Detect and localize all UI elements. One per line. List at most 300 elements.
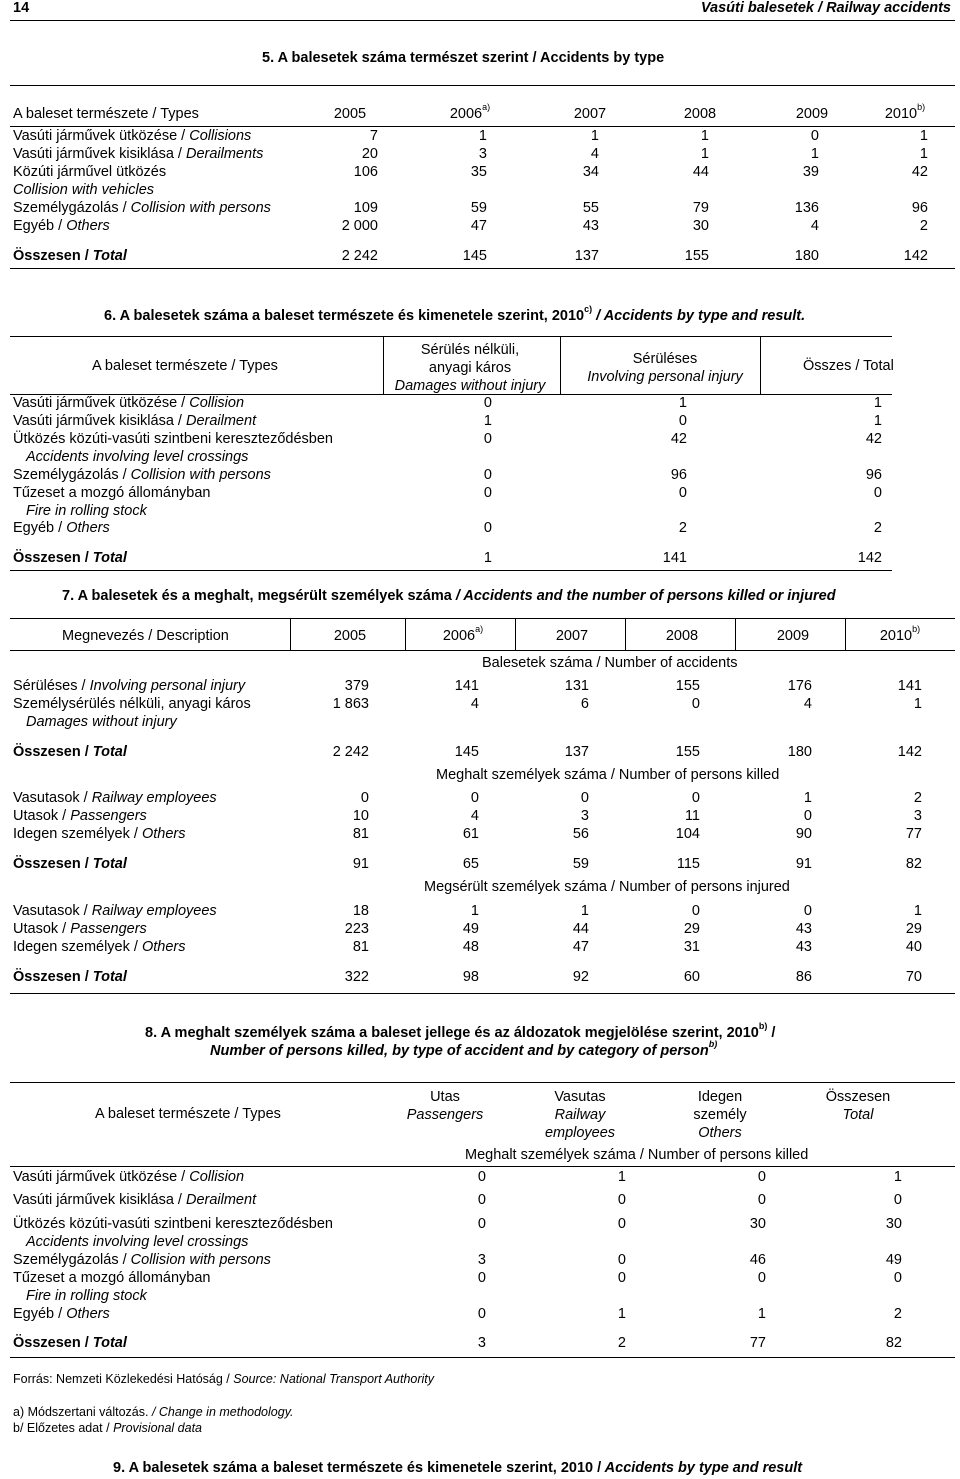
t7-cell: 1 [913,696,922,712]
row-label-en: Railway employees [91,903,217,919]
row-label-en: Railway employees [91,790,217,806]
row-label-en: Others [141,826,186,842]
t5-cell: 1 [700,128,709,144]
t7-total-cell: 65 [462,856,479,872]
t5-total-cell: 180 [794,248,819,264]
row-label-en: Accidents involving level crossings [26,1234,249,1250]
t7-total-cell: 98 [462,969,479,985]
t7-cell: 141 [897,678,922,694]
row-label [13,1252,271,1268]
row-label-hu: Vasúti járművek kisiklása / [13,413,186,429]
note-sup: a) [475,624,484,634]
year-label: 2005 [333,628,367,644]
year-label: 2010 [879,628,913,644]
total-hu: Összesen / [13,744,93,760]
t8-col-passengers: Utas Passengers [406,1089,484,1123]
t7-total-cell: 180 [787,744,812,760]
footnote-a: a) Módszertani változás. / Change in methodology. [13,1405,294,1419]
t7-cell: 40 [905,939,922,955]
t6-col-types: A baleset természete / Types [92,358,278,374]
year-label: 2006 [449,106,483,122]
row-label [13,200,271,216]
t5-top-rule [10,85,955,86]
row-label-hu: Vasutasok / [13,903,92,919]
row-label-en: Collisions [189,128,252,144]
row-label [13,678,245,694]
t5-total-cell: 155 [684,248,709,264]
t8-cell: 0 [617,1252,626,1268]
t8-cell: 0 [477,1306,486,1322]
row-label-en: Fire in rolling stock [26,503,147,519]
row-label-en: Total [92,248,127,264]
t8-cell: 0 [477,1270,486,1286]
t7-cell: 48 [462,939,479,955]
t7-cell: 90 [795,826,812,842]
total-en: Total [92,856,127,872]
t7-section-title-text: Megsérült személyek száma / Number of persons injured [424,879,790,895]
row-label [13,921,147,937]
t6-cell: 0 [678,413,687,429]
row-label [13,790,217,806]
t6-total-cell: 142 [857,550,882,566]
t7-total-cell: 2 242 [332,744,369,760]
t6-col2-header: Sérüléses Involving personal injury [587,351,743,385]
t7-cell: 104 [675,826,700,842]
t6-cell: 42 [865,431,882,447]
row-label-en: Collision with vehicles [13,182,155,198]
t7-title: 7. A balesetek és a meghalt, megsérült személyek száma / Accidents and the number of persons killed or injured [62,588,836,604]
page-number: 14 [13,0,30,16]
row-label-hu: Vasúti járművek kisiklása / [13,146,186,162]
t7-cell: 0 [803,808,812,824]
t6-cell: 0 [483,431,492,447]
t7-cell: 81 [352,826,369,842]
t7-cell: 0 [803,903,812,919]
t8-cell: 3 [477,1252,486,1268]
t7-cell: 43 [795,921,812,937]
t5-cell: 2 [919,218,928,234]
t7-section-title [0,767,960,783]
t6-cell: 42 [670,431,687,447]
row-label [13,431,333,447]
t5-cell: 35 [470,164,487,180]
row-label-hu: Utasok / [13,921,71,937]
t6-cell: 1 [873,395,882,411]
row-label-hu: Utasok / [13,808,71,824]
t8-bottom-rule [10,1357,955,1358]
t5-cell: 96 [911,200,928,216]
t5-cell: 1 [810,146,819,162]
t8-total-cell: 82 [885,1335,902,1351]
row-label-en: Involving personal injury [89,678,246,694]
row-label [13,903,217,919]
row-label [13,128,251,144]
t5-cell: 1 [919,146,928,162]
row-label-en: Others [66,1306,110,1322]
t8-cell: 1 [617,1306,626,1322]
t7-cell: 176 [787,678,812,694]
row-label-hu: Idegen személyek / [13,939,142,955]
t7-cell: 10 [352,808,369,824]
t7-total-cell: 86 [795,969,812,985]
t7-year [642,628,722,644]
t7-cell: 0 [691,790,700,806]
year-label: 2005 [333,106,367,122]
t7-year [532,628,612,644]
total-en: Total [92,744,127,760]
row-label [13,1306,110,1322]
t6-cell: 0 [483,520,492,536]
t5-total-cell: 145 [462,248,487,264]
t8-col-total: Összesen Total [825,1089,891,1123]
t7-cell: 0 [360,790,369,806]
t8-cell: 1 [617,1169,626,1185]
t7-total-label [13,969,127,985]
year-label: 2009 [776,628,810,644]
row-label-en: Others [66,218,110,234]
t6-cell: 0 [483,467,492,483]
t5-year [660,106,740,122]
t7-cell: 29 [905,921,922,937]
t5-total-cell: 142 [903,248,928,264]
t8-cell: 1 [757,1306,766,1322]
t5-cell: 7 [369,128,378,144]
row-label [13,1169,244,1185]
t5-cell: 1 [700,146,709,162]
t7-year [423,624,503,644]
year-label: 2008 [665,628,699,644]
note-sup: b) [912,624,921,634]
t7-cell: 2 [913,790,922,806]
t6-total-cell: 141 [662,550,687,566]
row-label-en: Collision [189,1169,245,1185]
row-label-hu: Személysérülés nélküli, anyagi káros [13,696,251,712]
running-title: Vasúti balesetek / Railway accidents [700,0,951,16]
row-label-en: Collision [189,395,245,411]
t7-cell: 81 [352,939,369,955]
t7-cell: 141 [454,678,479,694]
t5-total-cell: 137 [574,248,599,264]
t7-header-sep [735,618,736,650]
source-note: Forrás: Nemzeti Közlekedési Hatóság / Source: National Transport Authority [13,1372,435,1386]
row-label-en: Others [141,939,186,955]
t7-header-sep [290,618,291,650]
t5-cell: 4 [590,146,599,162]
row-label [13,1270,210,1286]
row-label [13,1216,333,1232]
t7-cell: 1 [803,790,812,806]
t5-total-cell: 2 242 [341,248,378,264]
t7-total-cell: 70 [905,969,922,985]
row-label-hu: Tűzeset a mozgó állományban [13,485,211,501]
row-label-en: Collision with persons [130,467,271,483]
t6-cell: 96 [865,467,882,483]
row-label-en: Passengers [70,808,147,824]
t5-cell: 42 [911,164,928,180]
t6-cell: 1 [678,395,687,411]
row-label [26,449,248,465]
t8-subheader: Meghalt személyek száma / Number of persons killed [465,1147,809,1163]
row-label-hu: Összesen / [13,1335,93,1351]
t8-col-others: Idegen személy Others [693,1089,747,1141]
total-hu: Összesen / [13,969,93,985]
row-label [13,696,251,712]
t7-cell: 18 [352,903,369,919]
row-label [13,826,185,842]
row-label-hu: Személygázolás / [13,200,131,216]
t6-cell: 2 [678,520,687,536]
t5-cell: 1 [590,128,599,144]
t5-cell: 0 [810,128,819,144]
row-label-en: Collision with persons [130,200,271,216]
t6-bottom-rule [10,570,892,571]
t7-bottom-rule [10,993,955,994]
row-label [13,550,127,566]
row-label [13,218,110,234]
year-label: 2010 [884,106,918,122]
t7-section-title [0,879,960,895]
t5-cell: 109 [353,200,378,216]
row-label-hu: Vasúti járművek kisiklása / [13,1192,186,1208]
t7-cell: 1 [913,903,922,919]
row-label [26,714,177,730]
t8-title-line1: 8. A meghalt személyek száma a baleset jellege és az áldozatok megjelölése szerint, 2010$^{b)}$ / [145,1021,776,1041]
row-label-hu: Idegen személyek / [13,826,142,842]
t7-header-sep [625,618,626,650]
t7-cell: 44 [572,921,589,937]
t8-col-employees: Vasutas Railway employees [544,1089,616,1141]
t7-section-title-text: Balesetek száma / Number of accidents [482,655,738,671]
t7-cell: 1 863 [332,696,369,712]
row-label [13,808,147,824]
row-label [13,164,166,180]
row-label [13,467,271,483]
t7-total-cell: 145 [454,744,479,760]
t5-year [310,106,390,122]
t5-cell: 2 000 [341,218,378,234]
row-label [13,413,256,429]
t8-cell: 0 [893,1192,902,1208]
t6-cell: 1 [483,413,492,429]
t8-head-rule [10,1166,955,1167]
row-label [26,503,147,519]
row-label-hu: Vasutasok / [13,790,92,806]
t6-col3-header: Összes / Total [803,358,894,374]
t7-cell: 11 [684,808,700,824]
t7-total-cell: 59 [572,856,589,872]
t7-total-cell: 92 [572,969,589,985]
row-label-hu: Egyéb / [13,218,67,234]
header-rule [10,20,955,21]
t8-total-cell: 2 [617,1335,626,1351]
t7-cell: 4 [470,696,479,712]
t8-cell: 0 [617,1216,626,1232]
t5-cell: 47 [470,218,487,234]
t8-cell: 2 [893,1306,902,1322]
t8-cell: 0 [617,1270,626,1286]
t5-cell: 30 [692,218,709,234]
t7-cell: 49 [462,921,479,937]
t7-cell: 61 [462,826,479,842]
t7-total-cell: 60 [683,969,700,985]
t5-cell: 3 [478,146,487,162]
t7-head-rule [10,650,955,651]
t7-cell: 4 [470,808,479,824]
t5-head-rule [10,126,955,127]
t7-total-cell: 91 [352,856,369,872]
t5-cell: 4 [810,218,819,234]
t7-total-cell: 137 [564,744,589,760]
t5-bottom-rule [10,268,955,269]
t8-cell: 0 [477,1216,486,1232]
t7-cell: 1 [580,903,589,919]
t6-vline1 [383,336,384,394]
t7-total-cell: 91 [795,856,812,872]
t7-total-label [13,744,127,760]
t7-cell: 6 [580,696,589,712]
row-label-hu: Vasúti járművek ütközése / [13,395,190,411]
t6-cell: 1 [873,413,882,429]
t7-cell: 56 [572,826,589,842]
t8-cell: 0 [477,1192,486,1208]
t7-total-cell: 155 [675,744,700,760]
t8-total-cell: 3 [477,1335,486,1351]
t7-header-sep [845,618,846,650]
row-label [13,146,263,162]
t6-cell: 2 [873,520,882,536]
t8-cell: 0 [477,1169,486,1185]
total-hu: Összesen / [13,856,93,872]
t5-cell: 39 [802,164,819,180]
t7-section-title [0,655,960,671]
t5-cell: 1 [919,128,928,144]
row-label-en: Accidents involving level crossings [26,449,249,465]
row-label [26,1288,147,1304]
t9-title: 9. A balesetek száma a baleset természete és kimenetele szerint, 2010 / Accidents by type and result [113,1460,803,1476]
t6-col1-header: Sérülés nélküli, anyagi káros Damages without injury [394,342,546,394]
row-label-hu: Ütközés közúti-vasúti szintbeni kereszteződésben [13,431,333,447]
row-label-en: Collision with persons [130,1252,271,1268]
row-label-hu: Egyéb / [13,520,67,536]
t6-vline3 [760,336,761,394]
t8-total-cell: 77 [749,1335,766,1351]
t7-cell: 131 [564,678,589,694]
t5-cell: 55 [582,200,599,216]
row-label-en: Damages without injury [26,714,177,730]
t7-cell: 0 [691,903,700,919]
t8-cell: 0 [893,1270,902,1286]
row-label-en: Derailment [185,1192,257,1208]
t5-year [865,102,945,122]
t5-cell: 106 [353,164,378,180]
t5-col-label: A baleset természete / Types [13,106,199,122]
t6-cell: 96 [670,467,687,483]
row-label-en: Passengers [70,921,147,937]
row-label-hu: Tűzeset a mozgó állományban [13,1270,211,1286]
t6-cell: 0 [483,395,492,411]
row-label [13,1335,127,1351]
t7-cell: 1 [470,903,479,919]
t8-top-rule [10,1082,955,1083]
row-label [13,939,185,955]
t7-cell: 155 [675,678,700,694]
t7-header-sep [515,618,516,650]
t7-cell: 3 [580,808,589,824]
note-sup: a) [482,102,491,112]
t5-cell: 34 [582,164,599,180]
t5-year [430,102,510,122]
t6-title: 6. A balesetek száma a baleset természete és kimenetele szerint, 2010$^{c)}$ / Accidents by type and result. [104,304,806,324]
note-sup: b) [917,102,926,112]
t8-cell: 0 [617,1192,626,1208]
t7-cell: 47 [572,939,589,955]
t8-title-line2: Number of persons killed, by type of accident and by category of person$^{b)}$ [210,1039,718,1059]
t5-year [772,106,852,122]
row-label-hu: Vasúti járművek ütközése / [13,1169,190,1185]
t7-top-rule [10,618,955,619]
t5-title: 5. A balesetek száma természet szerint / Accidents by type [262,50,665,66]
t6-cell: 0 [678,485,687,501]
row-label-en: Derailment [185,413,257,429]
row-label [26,1234,248,1250]
year-label: 2007 [573,106,607,122]
row-label-en: Total [92,550,127,566]
t5-cell: 1 [478,128,487,144]
t7-total-label [13,856,127,872]
row-label [13,1192,256,1208]
t5-year [550,106,630,122]
t7-cell: 379 [344,678,369,694]
t6-vline2 [560,336,561,394]
t7-section-title-text: Meghalt személyek száma / Number of persons killed [436,767,780,783]
row-label-en: Fire in rolling stock [26,1288,147,1304]
t7-total-cell: 115 [676,856,700,872]
t6-total-cell: 1 [483,550,492,566]
t8-cell: 0 [757,1270,766,1286]
footnote-b: b/ Előzetes adat / Provisional data [13,1421,203,1435]
t8-cell: 30 [885,1216,902,1232]
t8-cell: 1 [893,1169,902,1185]
t5-cell: 79 [692,200,709,216]
row-label-hu: Sérüléses / [13,678,90,694]
t5-cell: 43 [582,218,599,234]
t5-cell: 44 [692,164,709,180]
t6-cell: 0 [873,485,882,501]
t7-cell: 29 [683,921,700,937]
t7-cell: 0 [470,790,479,806]
t7-year [860,624,940,644]
row-label-hu: Vasúti járművek ütközése / [13,128,190,144]
year-label: 2006 [442,628,476,644]
row-label-hu: Összesen / [13,550,93,566]
t7-total-cell: 142 [897,744,922,760]
t7-year [310,628,390,644]
row-label-hu: Személygázolás / [13,467,131,483]
total-en: Total [92,969,127,985]
t7-header-sep [405,618,406,650]
t7-total-cell: 82 [905,856,922,872]
year-label: 2008 [683,106,717,122]
t7-cell: 0 [580,790,589,806]
t5-cell: 136 [794,200,819,216]
row-label [13,395,244,411]
row-label-en: Others [66,520,110,536]
t8-cell: 49 [885,1252,902,1268]
t8-col-types: A baleset természete / Types [95,1106,281,1122]
year-label: 2007 [555,628,589,644]
row-label-hu: Közúti járművel ütközés [13,164,167,180]
row-label-hu: Személygázolás / [13,1252,131,1268]
